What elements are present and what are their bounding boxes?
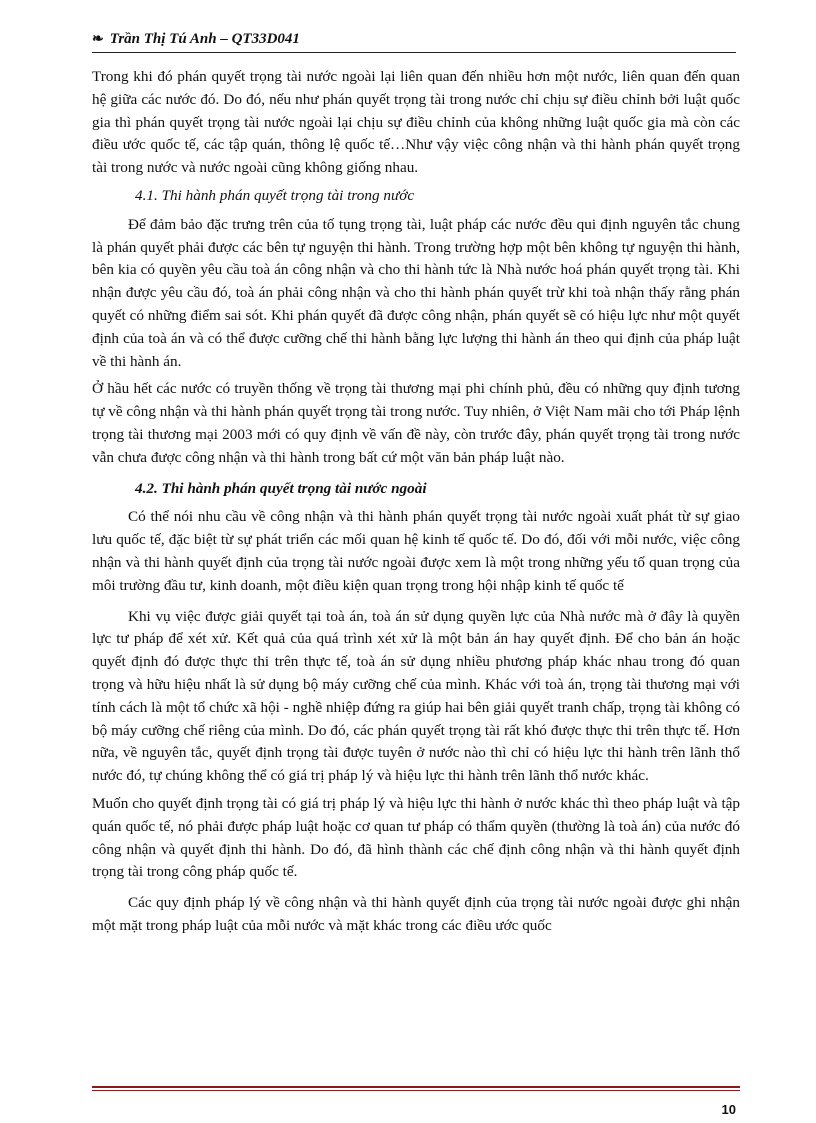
paragraph: Trong khi đó phán quyết trọng tài nước ngoài lại liên quan đến nhiều hơn một nước, liên quan đến quan hệ giữa các nước đó. Do đó, nếu như phán quyết trọng tài trong nước chỉ chịu sự điều chỉnh bởi luật quốc gia thì phán quyết trọng tài nước ngoài lại chịu sự điều chỉnh của không những luật quốc gia mà còn các điều ước quốc tế, các tập quán, thông lệ quốc tế…Như vậy việc công nhận và thi hành phán quyết trọng tài trong nước và nước ngoài cũng không giống nhau. — [92, 68, 740, 177]
footer-rule — [92, 1086, 740, 1088]
scroll-leaf-icon: ❧ — [92, 32, 104, 47]
page-number: 10 — [721, 1102, 736, 1117]
page-header — [92, 26, 736, 53]
footer-rule-thin — [92, 1090, 740, 1091]
section-heading-4-2: 4.2. Thi hành phán quyết trọng tài nước ngoài — [135, 479, 427, 497]
paragraph: Có thể nói nhu cầu về công nhận và thi hành phán quyết trọng tài nước ngoài xuất phát từ sự giao lưu quốc tế, đặc biệt từ sự phát triển các mối quan hệ kinh tế quốc tế. Do đó, đối với mỗi nước, việc công nhận và thi hành quyết định của trọng tài nước ngoài được xem là một trong những yếu tố quan trọng của môi trường đầu tư, kinh doanh, một điều kiện quan trọng trong hội nhập kinh tế quốc tế — [92, 508, 740, 594]
paragraph: Để đảm bảo đặc trưng trên của tố tụng trọng tài, luật pháp các nước đều qui định nguyên tắc chung là phán quyết phải được các bên tự nguyện thi hành. Trong trường hợp một bên không tự nguyện thi hành, bên kia có quyền yêu cầu toà án công nhận và cho thi hành tức là Nhà nước hoá phán quyết trọng tài. Khi nhận được yêu cầu đó, toà án phải công nhận và cho thi hành phán quyết trừ khi toà nhận thấy rằng phán quyết có những điểm sai sót. Khi phán quyết đã được công nhận, phán quyết sẽ có hiệu lực như một quyết định của toà án và có thể được cưỡng chế thi hành bằng lực lượng thi hành án theo qui định của pháp luật về thi hành án. — [92, 215, 740, 370]
paragraph: Khi vụ việc được giải quyết tại toà án, toà án sử dụng quyền lực của Nhà nước mà ở đây là quyền lực tư pháp để xét xử. Kết quả của quá trình xét xử là một bản án hay quyết định. Để cho bản án hoặc quyết định đó được thực thi trên thực tế, toà án sử dụng nhiều phương pháp khác nhau trong đó quan trọng và hữu hiệu nhất là sử dụng bộ máy cưỡng chế của mình. Khác với toà án, trọng tài thương mại với tính cách là một tổ chức xã hội - nghề nhiệp đứng ra giúp hai bên giải quyết tranh chấp, trọng tài không có bộ máy cưỡng chế riêng của mình. Do đó, các phán quyết trọng tài rất khó được thực thi trên thực tế. Hơn nữa, về nguyên tắc, quyết định trọng tài được tuyên ở nước nào thì chỉ có hiệu lực thi hành trên lãnh thổ nước đó, tự chúng không thể có giá trị pháp lý và hiệu lực thi hành trên lãnh thổ nước khác. — [92, 607, 740, 785]
body-text — [92, 66, 740, 938]
section-heading-4-1: 4.1. Thi hành phán quyết trọng tài trong nước — [135, 186, 415, 204]
header-title: Trần Thị Tú Anh – QT33D041 — [109, 31, 300, 47]
paragraph: Muốn cho quyết định trọng tài có giá trị pháp lý và hiệu lực thi hành ở nước khác thì theo pháp luật và tập quán quốc tế, nó phải được pháp luật hoặc cơ quan tư pháp có thẩm quyền (thường là toà án) của nước đó công nhận và quyết định thi hành. Do đó, đã hình thành các chế định công nhận và thi hành quyết định trọng tài trong công pháp quốc tế. — [92, 794, 740, 881]
paragraph: Ở hầu hết các nước có truyền thống về trọng tài thương mại phi chính phủ, đều có những quy định tương tự về công nhận và thi hành phán quyết trọng tài trong nước. Tuy nhiên, ở Việt Nam mãi cho tới Pháp lệnh trọng tài thương mại 2003 mới có quy định về vấn đề này, còn trước đây, phán quyết trọng tài trong nước vẫn chưa được công nhận và thi hành trong bất cứ một văn bản pháp luật nào. — [92, 380, 740, 466]
paragraph: Các quy định pháp lý về công nhận và thi hành quyết định của trọng tài nước ngoài được ghi nhận một mặt trong pháp luật của mỗi nước và mặt khác trong các điều ước quốc — [92, 894, 740, 934]
